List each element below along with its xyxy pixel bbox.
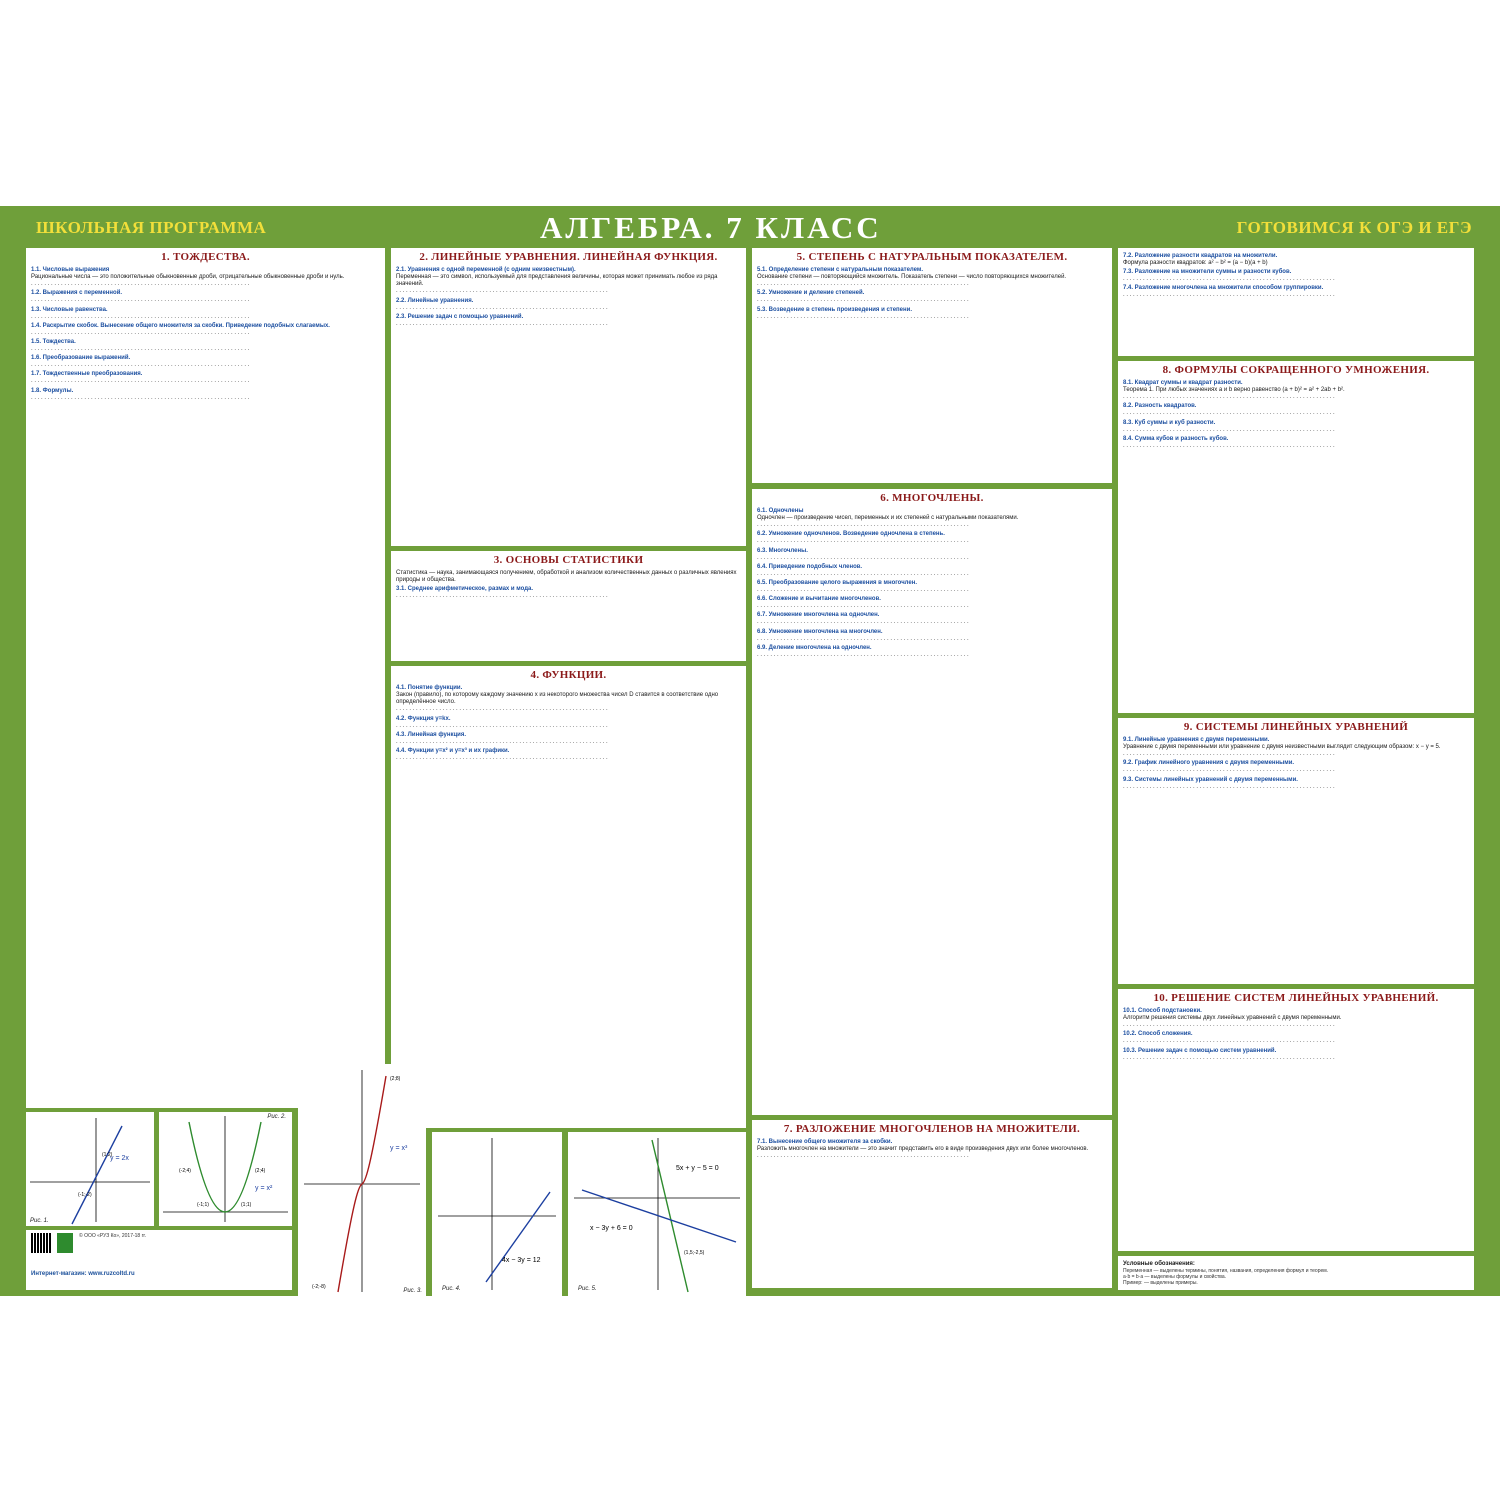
graph-4-svg xyxy=(432,1132,562,1296)
subsection-heading: 1.7. Тождественные преобразования. xyxy=(31,371,143,378)
subsection-heading: 9.2. График линейного уравнения с двумя переменными. xyxy=(1123,760,1295,767)
body-text: . . . . . . . . . . . . . . . . . . . . . . . . . . . . . . . . . . . . . . . . . . . . . . . . . . . . . . . . . . . . . . . . xyxy=(757,313,969,320)
body-text: . . . . . . . . . . . . . . . . . . . . . . . . . . . . . . . . . . . . . . . . . . . . . . . . . . . . . . . . . . . . . . . . xyxy=(1123,276,1335,283)
body-text: . . . . . . . . . . . . . . . . . . . . . . . . . . . . . . . . . . . . . . . . . . . . . . . . . . . . . . . . . . . . . . . . xyxy=(396,304,608,311)
figure-caption: Рис. 3. xyxy=(403,1288,422,1294)
header-title: АЛГЕБРА. 7 КЛАСС xyxy=(540,210,882,245)
legend xyxy=(1118,1256,1474,1290)
body-text: . . . . . . . . . . . . . . . . . . . . . . . . . . . . . . . . . . . . . . . . . . . . . . . . . . . . . . . . . . . . . . . . . . xyxy=(31,313,250,320)
subsection-heading: 7.2. Разложение разности квадратов на множители. xyxy=(1123,253,1278,259)
subsection-heading: 3.1. Среднее арифметическое, размах и мода. xyxy=(396,586,534,593)
line-4x-3y-12 xyxy=(486,1192,550,1282)
section-2 xyxy=(391,248,746,546)
section-title: 10. РЕШЕНИЕ СИСТЕМ ЛИНЕЙНЫХ УРАВНЕНИЙ. xyxy=(1153,992,1439,1004)
graph-2 xyxy=(159,1112,292,1226)
point-label: (2;4) xyxy=(255,1168,266,1174)
graph-5-formula-2: x − 3y + 6 = 0 xyxy=(590,1225,633,1232)
graph-5-svg xyxy=(568,1132,746,1296)
copyright-text: © ООО «РУЗ Ко», 2017-18 гг. xyxy=(79,1233,147,1239)
subsection-heading: 8.2. Разность квадратов. xyxy=(1123,403,1197,410)
graph-3-svg xyxy=(298,1064,426,1298)
section-title: 1. ТОЖДЕСТВА. xyxy=(161,251,250,263)
body-text: . . . . . . . . . . . . . . . . . . . . . . . . . . . . . . . . . . . . . . . . . . . . . . . . . . . . . . . . . . . . . . . . xyxy=(757,281,969,288)
body-text: . . . . . . . . . . . . . . . . . . . . . . . . . . . . . . . . . . . . . . . . . . . . . . . . . . . . . . . . . . . . . . . . xyxy=(757,587,969,594)
header xyxy=(0,206,1500,244)
body-text: . . . . . . . . . . . . . . . . . . . . . . . . . . . . . . . . . . . . . . . . . . . . . . . . . . . . . . . . . . . . . . . . . . xyxy=(31,394,250,401)
subsection-heading: 7.4. Разложение многочлена на множители способом группировки. xyxy=(1123,285,1324,292)
point-label: (-2;-8) xyxy=(312,1284,326,1290)
point-label: (-1;-2) xyxy=(78,1192,92,1198)
lead-text: Уравнение с двумя переменными или уравнение с двумя неизвестными выглядит следующим образом: x − y = 5. xyxy=(1123,744,1441,750)
body-text: . . . . . . . . . . . . . . . . . . . . . . . . . . . . . . . . . . . . . . . . . . . . . . . . . . . . . . . . . . . . . . . . . . xyxy=(31,362,250,369)
point-label: (-1;1) xyxy=(197,1202,209,1208)
header-right: ГОТОВИМСЯ К ОГЭ И ЕГЭ xyxy=(1236,218,1472,237)
body-text: . . . . . . . . . . . . . . . . . . . . . . . . . . . . . . . . . . . . . . . . . . . . . . . . . . . . . . . . . . . . . . . . xyxy=(1123,1054,1335,1061)
body-text: . . . . . . . . . . . . . . . . . . . . . . . . . . . . . . . . . . . . . . . . . . . . . . . . . . . . . . . . . . . . . . . . . . xyxy=(31,346,250,353)
graph-1-svg xyxy=(26,1112,154,1226)
legend-item: Переменная — выделены термины, понятия, названия, определения формул и теорем. xyxy=(1123,1268,1329,1274)
section-title: 8. ФОРМУЛЫ СОКРАЩЕННОГО УМНОЖЕНИЯ. xyxy=(1162,364,1430,376)
subsection-heading: 1.2. Выражения с переменной. xyxy=(31,290,123,297)
body-text: . . . . . . . . . . . . . . . . . . . . . . . . . . . . . . . . . . . . . . . . . . . . . . . . . . . . . . . . . . . . . . . . xyxy=(757,635,969,642)
body-text: . . . . . . . . . . . . . . . . . . . . . . . . . . . . . . . . . . . . . . . . . . . . . . . . . . . . . . . . . . . . . . . . xyxy=(1123,767,1335,774)
body-text: . . . . . . . . . . . . . . . . . . . . . . . . . . . . . . . . . . . . . . . . . . . . . . . . . . . . . . . . . . . . . . . . xyxy=(1123,1022,1335,1029)
section-4 xyxy=(391,666,746,1128)
section-title: 7. РАЗЛОЖЕНИЕ МНОГОЧЛЕНОВ НА МНОЖИТЕЛИ. xyxy=(783,1123,1081,1135)
subsection-heading: 9.1. Линейные уравнения с двумя переменными. xyxy=(1123,737,1270,743)
subsection-heading: 8.3. Куб суммы и куб разности. xyxy=(1123,419,1216,426)
section-6 xyxy=(752,489,1112,1115)
graph-1-formula: y = 2x xyxy=(110,1155,129,1162)
subsection-heading: 6.3. Многочлены. xyxy=(757,547,808,554)
body-text: . . . . . . . . . . . . . . . . . . . . . . . . . . . . . . . . . . . . . . . . . . . . . . . . . . . . . . . . . . . . . . . . xyxy=(1123,783,1335,790)
lead-text: Статистика — наука, занимающаяся получением, обработкой и анализом количественных данных о различных явлениях природы и общества. xyxy=(396,570,737,584)
website-link[interactable]: Интернет-магазин: www.ruzcoltd.ru xyxy=(31,1271,135,1277)
body-text: . . . . . . . . . . . . . . . . . . . . . . . . . . . . . . . . . . . . . . . . . . . . . . . . . . . . . . . . . . . . . . . . xyxy=(757,651,969,658)
body-text: . . . . . . . . . . . . . . . . . . . . . . . . . . . . . . . . . . . . . . . . . . . . . . . . . . . . . . . . . . . . . . . . xyxy=(1123,1038,1335,1045)
section-5 xyxy=(752,248,1112,483)
subsection-heading: 4.4. Функции y=x² и y=x³ и их графики. xyxy=(396,748,510,755)
body-text: . . . . . . . . . . . . . . . . . . . . . . . . . . . . . . . . . . . . . . . . . . . . . . . . . . . . . . . . . . . . . . . . xyxy=(1123,751,1335,758)
body-text: . . . . . . . . . . . . . . . . . . . . . . . . . . . . . . . . . . . . . . . . . . . . . . . . . . . . . . . . . . . . . . . . xyxy=(757,1153,969,1160)
graph-3 xyxy=(298,1064,426,1298)
lead-text: Теорема 1. При любых значениях a и b верно равенство (a + b)² = a² + 2ab + b². xyxy=(1123,387,1345,393)
subsection-heading: 5.1. Определение степени с натуральным показателем. xyxy=(757,267,924,273)
section-title: 9. СИСТЕМЫ ЛИНЕЙНЫХ УРАВНЕНИЙ xyxy=(1183,721,1409,733)
section-8 xyxy=(1118,361,1474,713)
subsection-heading: 1.5. Тождества. xyxy=(31,339,76,346)
figure-caption: Рис. 4. xyxy=(442,1286,461,1292)
legend-item: Пример: — выделены примеры. xyxy=(1123,1280,1198,1286)
subsection-heading: 4.2. Функция y=kx. xyxy=(396,715,451,722)
subsection-heading: 1.3. Числовые равенства. xyxy=(31,306,108,313)
subsection-heading: 1.1. Числовые выражения xyxy=(31,267,110,273)
lead-text: Алгоритм решения системы двух линейных уравнений с двумя переменными. xyxy=(1123,1015,1342,1021)
subsection-heading: 7.3. Разложение на множители суммы и разности кубов. xyxy=(1123,269,1292,276)
subsection-heading: 7.1. Вынесение общего множителя за скобки. xyxy=(757,1139,893,1145)
subsection-heading: 2.1. Уравнения с одной переменной (с одним неизвестным). xyxy=(396,267,576,273)
figure-caption: Рис. 5. xyxy=(578,1286,597,1292)
publisher-logo-icon xyxy=(57,1233,73,1253)
graph-5 xyxy=(568,1132,746,1296)
body-text: . . . . . . . . . . . . . . . . . . . . . . . . . . . . . . . . . . . . . . . . . . . . . . . . . . . . . . . . . . . . . . . . xyxy=(396,722,608,729)
subsection-heading: 10.3. Решение задач с помощью систем уравнений. xyxy=(1123,1047,1277,1054)
subsection-heading: 10.1. Способ подстановки. xyxy=(1123,1008,1202,1014)
section-10 xyxy=(1118,989,1474,1251)
body-text: . . . . . . . . . . . . . . . . . . . . . . . . . . . . . . . . . . . . . . . . . . . . . . . . . . . . . . . . . . . . . . . . xyxy=(757,603,969,610)
point-label: (2;8) xyxy=(390,1076,401,1082)
subsection-heading: 1.8. Формулы. xyxy=(31,387,74,394)
body-text: . . . . . . . . . . . . . . . . . . . . . . . . . . . . . . . . . . . . . . . . . . . . . . . . . . . . . . . . . . . . . . . . xyxy=(396,738,608,745)
section-title: 6. МНОГОЧЛЕНЫ. xyxy=(880,492,984,504)
subsection-heading: 6.8. Умножение многочлена на многочлен. xyxy=(757,628,883,635)
body-text: . . . . . . . . . . . . . . . . . . . . . . . . . . . . . . . . . . . . . . . . . . . . . . . . . . . . . . . . . . . . . . . . xyxy=(757,522,969,529)
subsection-heading: 6.5. Преобразование целого выражения в многочлен. xyxy=(757,580,918,587)
graph-4 xyxy=(432,1132,562,1296)
body-text: . . . . . . . . . . . . . . . . . . . . . . . . . . . . . . . . . . . . . . . . . . . . . . . . . . . . . . . . . . . . . . . . xyxy=(396,755,608,762)
point-label: (1;1) xyxy=(241,1202,252,1208)
section-9 xyxy=(1118,718,1474,984)
lead-text: Переменная — это символ, используемый для представления величины, которая может принимать любое из ряда значений. xyxy=(396,274,718,288)
subsection-heading: 9.3. Системы линейных уравнений с двумя переменными. xyxy=(1123,776,1298,783)
point-label: (1;2) xyxy=(102,1152,113,1158)
graph-4-formula: 4x − 3y = 12 xyxy=(502,1257,541,1264)
section-7-cont xyxy=(1118,248,1474,356)
body-text: . . . . . . . . . . . . . . . . . . . . . . . . . . . . . . . . . . . . . . . . . . . . . . . . . . . . . . . . . . . . . . . . xyxy=(396,320,608,327)
graph-5-formula: 5x + y − 5 = 0 xyxy=(676,1165,719,1172)
body-text: . . . . . . . . . . . . . . . . . . . . . . . . . . . . . . . . . . . . . . . . . . . . . . . . . . . . . . . . . . . . . . . . xyxy=(1123,426,1335,433)
subsection-heading: 8.4. Сумма кубов и разность кубов. xyxy=(1123,435,1229,442)
body-text: . . . . . . . . . . . . . . . . . . . . . . . . . . . . . . . . . . . . . . . . . . . . . . . . . . . . . . . . . . . . . . . . . . xyxy=(31,281,250,288)
graph-3-formula: y = x³ xyxy=(390,1145,408,1152)
body-text: . . . . . . . . . . . . . . . . . . . . . . . . . . . . . . . . . . . . . . . . . . . . . . . . . . . . . . . . . . . . . . . . xyxy=(757,554,969,561)
publisher-info xyxy=(26,1230,292,1290)
lead-text: Основание степени — повторяющийся множитель. Показатель степени — число повторяющихся множителей. xyxy=(757,274,1067,280)
subsection-heading: 4.3. Линейная функция. xyxy=(396,731,467,738)
body-text: . . . . . . . . . . . . . . . . . . . . . . . . . . . . . . . . . . . . . . . . . . . . . . . . . . . . . . . . . . . . . . . . xyxy=(757,538,969,545)
section-1 xyxy=(26,248,385,1108)
section-title: 2. ЛИНЕЙНЫЕ УРАВНЕНИЯ. ЛИНЕЙНАЯ ФУНКЦИЯ. xyxy=(419,251,718,263)
subsection-heading: 6.2. Умножение одночленов. Возведение одночлена в степень. xyxy=(757,531,945,538)
figure-caption: Рис. 1. xyxy=(30,1218,49,1224)
poster xyxy=(0,206,1500,1296)
line-y-2x xyxy=(72,1126,122,1224)
body-text: . . . . . . . . . . . . . . . . . . . . . . . . . . . . . . . . . . . . . . . . . . . . . . . . . . . . . . . . . . . . . . . . xyxy=(1123,442,1335,449)
graph-2-formula: y = x² xyxy=(255,1185,273,1192)
graph-2-svg xyxy=(159,1112,292,1226)
body-text: . . . . . . . . . . . . . . . . . . . . . . . . . . . . . . . . . . . . . . . . . . . . . . . . . . . . . . . . . . . . . . . . xyxy=(396,288,608,295)
subsection-heading: 2.2. Линейные уравнения. xyxy=(396,297,474,304)
body-text: . . . . . . . . . . . . . . . . . . . . . . . . . . . . . . . . . . . . . . . . . . . . . . . . . . . . . . . . . . . . . . . . xyxy=(1123,292,1335,299)
graph-1 xyxy=(26,1112,154,1226)
subsection-heading: 1.4. Раскрытие скобок. Вынесение общего множителя за скобки. Приведение подобных слагаемых. xyxy=(31,322,330,329)
lead-text: Рациональные числа — это положительные обыкновенные дроби, отрицательные обыкновенные дроби и нуль. xyxy=(31,274,345,280)
subsection-heading: 6.9. Деление многочлена на одночлен. xyxy=(757,644,872,651)
body-text: . . . . . . . . . . . . . . . . . . . . . . . . . . . . . . . . . . . . . . . . . . . . . . . . . . . . . . . . . . . . . . . . . . xyxy=(31,329,250,336)
subsection-heading: 10.2. Способ сложения. xyxy=(1123,1031,1193,1038)
section-7 xyxy=(752,1120,1112,1288)
qr-code-icon xyxy=(31,1233,51,1253)
body-text: . . . . . . . . . . . . . . . . . . . . . . . . . . . . . . . . . . . . . . . . . . . . . . . . . . . . . . . . . . . . . . . . . . xyxy=(31,378,250,385)
body-text: . . . . . . . . . . . . . . . . . . . . . . . . . . . . . . . . . . . . . . . . . . . . . . . . . . . . . . . . . . . . . . . . xyxy=(757,570,969,577)
body-text: . . . . . . . . . . . . . . . . . . . . . . . . . . . . . . . . . . . . . . . . . . . . . . . . . . . . . . . . . . . . . . . . xyxy=(396,706,608,713)
section-3 xyxy=(391,551,746,661)
subsection-heading: 5.3. Возведение в степень произведения и степени. xyxy=(757,306,912,313)
subsection-heading: 6.6. Сложение и вычитание многочленов. xyxy=(757,596,881,603)
point-label: (-2;4) xyxy=(179,1168,191,1174)
lead-text: Формула разности квадратов: a² − b² = (a − b)(a + b) xyxy=(1123,260,1268,266)
point-label: (1,5;-2,5) xyxy=(684,1250,705,1256)
subsection-heading: 2.3. Решение задач с помощью уравнений. xyxy=(396,313,524,320)
body-text: . . . . . . . . . . . . . . . . . . . . . . . . . . . . . . . . . . . . . . . . . . . . . . . . . . . . . . . . . . . . . . . . xyxy=(757,619,969,626)
subsection-heading: 6.7. Умножение многочлена на одночлен. xyxy=(757,612,880,619)
subsection-heading: 4.1. Понятие функции. xyxy=(396,685,463,691)
section-title: 4. ФУНКЦИИ. xyxy=(530,669,607,681)
body-text: . . . . . . . . . . . . . . . . . . . . . . . . . . . . . . . . . . . . . . . . . . . . . . . . . . . . . . . . . . . . . . . . xyxy=(757,297,969,304)
section-title: 5. СТЕПЕНЬ С НАТУРАЛЬНЫМ ПОКАЗАТЕЛЕМ. xyxy=(796,251,1068,263)
legend-title: Условные обозначения: xyxy=(1123,1261,1195,1267)
body-text: . . . . . . . . . . . . . . . . . . . . . . . . . . . . . . . . . . . . . . . . . . . . . . . . . . . . . . . . . . . . . . . . xyxy=(1123,410,1335,417)
subsection-heading: 1.6. Преобразование выражений. xyxy=(31,355,131,362)
lead-text: Разложить многочлен на множители — это значит представить его в виде произведения двух или более многочленов. xyxy=(757,1146,1089,1152)
body-text: . . . . . . . . . . . . . . . . . . . . . . . . . . . . . . . . . . . . . . . . . . . . . . . . . . . . . . . . . . . . . . . . xyxy=(1123,394,1335,401)
figure-caption: Рис. 2. xyxy=(267,1114,286,1120)
subsection-heading: 5.2. Умножение и деление степеней. xyxy=(757,290,865,297)
header-left: ШКОЛЬНАЯ ПРОГРАММА xyxy=(36,218,267,237)
subsection-heading: 6.1. Одночлены xyxy=(757,508,804,514)
publisher-row xyxy=(31,1233,287,1253)
subsection-heading: 6.4. Приведение подобных членов. xyxy=(757,563,863,570)
lead-text: Закон (правило), по которому каждому значению x из некоторого множества чисел D ставится в соответствие одно определённое число. xyxy=(396,692,719,706)
subsection-heading: 8.1. Квадрат суммы и квадрат разности. xyxy=(1123,380,1243,386)
body-text: . . . . . . . . . . . . . . . . . . . . . . . . . . . . . . . . . . . . . . . . . . . . . . . . . . . . . . . . . . . . . . . . . . xyxy=(31,297,250,304)
body-text: . . . . . . . . . . . . . . . . . . . . . . . . . . . . . . . . . . . . . . . . . . . . . . . . . . . . . . . . . . . . . . . . xyxy=(396,593,608,600)
legend-item: a·b = b·a — выделены формулы и свойства. xyxy=(1123,1274,1227,1280)
section-title: 3. ОСНОВЫ СТАТИСТИКИ xyxy=(493,554,644,566)
lead-text: Одночлен — произведение чисел, переменных и их степеней с натуральными показателями. xyxy=(757,515,1019,521)
